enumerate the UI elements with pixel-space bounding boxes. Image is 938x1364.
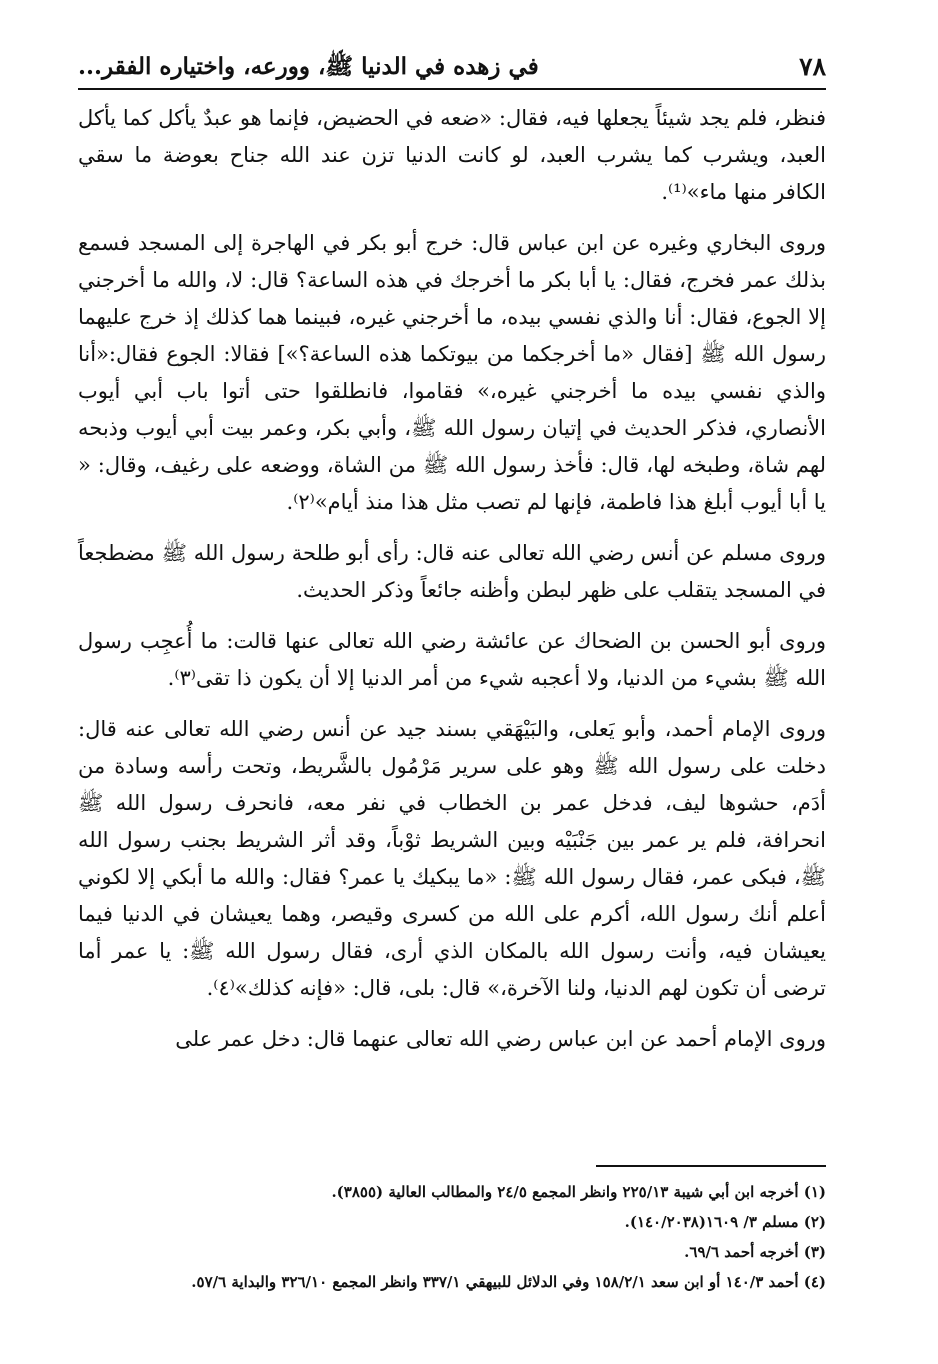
main-text — [78, 96, 826, 1072]
paragraph-4: وروى أبو الحسن بن الضحاك عن عائشة رضي الله تعالى عنها قالت: ما أُعجِب رسول الله ﷺ بشيء من الدنيا، ولا أعجبه شيء من أمر الدنيا إلا أن يكون ذا تقى⁽٣⁾. — [78, 629, 826, 690]
header-divider — [78, 88, 826, 90]
page-number: ٧٨ — [799, 52, 826, 81]
paragraph-1: فنظر، فلم يجد شيئاً يجعلها فيه، فقال: «ضعه في الحضيض، فإنما هو عبدٌ يأكل كما يأكل العبد، ويشرب كما يشرب العبد، لو كانت الدنيا تزن عند الله جناح بعوضة ما سقي الكافر منها ماء»⁽¹⁾. — [78, 106, 826, 204]
footnote-2: (٢) مسلم ٣/ ١٦٠٩(١٤٠/٢٠٣٨). — [624, 1213, 826, 1231]
footnote-4: (٤) أحمد ١٤٠/٣ أو ابن سعد ١٥٨/٢/١ وفي الدلائل للبيهقي ٣٣٧/١ وانظر المجمع ٣٢٦/١٠ والبداية ٥٧/٦. — [191, 1273, 826, 1291]
paragraph-5: وروى الإمام أحمد، وأبو يَعلى، والبَيْهَقي بسند جيد عن أنس رضي الله تعالى عنه قال: دخلت على رسول الله ﷺ وهو على سرير مَرْمُول بالشَّريط، وتحت رأسه وسادة من أدَم، حشوها ليف، فدخل عمر بن الخطاب في نفر معه، فانحرف رسول الله ﷺ انحرافة، فلم ير عمر بين جَنْبَيْه وبين الشريط ثوْباً، وقد أثر الشريط بجنب رسول الله ﷺ، فبكى عمر، فقال رسول الله ﷺ: «ما يبكيك يا عمر؟ فقال: والله ما أبكي إلا لكوني أعلم أنك رسول الله، أكرم على الله من كسرى وقيصر، وهما يعيشان في الدنيا فيما يعيشان فيه، وأنت رسول الله بالمكان الذي أرى، فقال رسول الله ﷺ: يا عمر أما ترضى أن تكون لهم الدنيا، ولنا الآخرة،» قال: بلى، قال: «فإنه كذلك»⁽٤⁾. — [78, 717, 826, 1000]
footnote-3: (٣) أخرجه أحمد ٦٩/٦. — [684, 1243, 826, 1261]
footnotes — [78, 1180, 826, 1300]
paragraph-2: وروى البخاري وغيره عن ابن عباس قال: خرج أبو بكر في الهاجرة إلى المسجد فسمع بذلك عمر فخرج، فقال: يا أبا بكر ما أخرجك في هذه الساعة؟ قال: لا، والله ما أخرجني إلا الجوع، فقال: أنا والذي نفسي بيده، ما أخرجني غيره، فبينما هما كذلك إذ خرج عليهما رسول الله ﷺ [فقال «ما أخرجكما من بيوتكما هذه الساعة؟»] فقالا: الجوع فقال:«أنا والذي نفسي بيده ما أخرجني غيره،» فقاموا، فانطلقوا حتى أتوا باب أبي أيوب الأنصاري، فذكر الحديث في إتيان رسول الله ﷺ، وأبي بكر، وعمر بيت أبي أيوب وذبحه لهم شاة، وطبخه لها، قال: فأخذ رسول الله ﷺ من الشاة، ووضعه على رغيف، وقال: « يا أبا أيوب أبلغ هذا فاطمة، فإنها لم تصب مثل هذا منذ أيام»⁽٢⁾. — [78, 231, 826, 514]
paragraph-3: وروى مسلم عن أنس رضي الله تعالى عنه قال: رأى أبو طلحة رسول الله ﷺ مضطجعاً في المسجد يتقلب على ظهر لبطن وأظنه جائعاً وذكر الحديث. — [78, 541, 826, 602]
running-header — [78, 42, 826, 82]
paragraph-6: وروى الإمام أحمد عن ابن عباس رضي الله تعالى عنهما قال: دخل عمر على — [175, 1027, 826, 1051]
running-title: في زهده في الدنيا ﷺ، وورعه، واختياره الفقر... — [78, 53, 539, 80]
footnote-divider — [596, 1165, 826, 1167]
footnote-1: (١) أخرجه ابن أبي شيبة ٢٢٥/١٣ وانظر المجمع ٢٤/٥ والمطالب العالية (٣٨٥٥). — [331, 1183, 826, 1201]
